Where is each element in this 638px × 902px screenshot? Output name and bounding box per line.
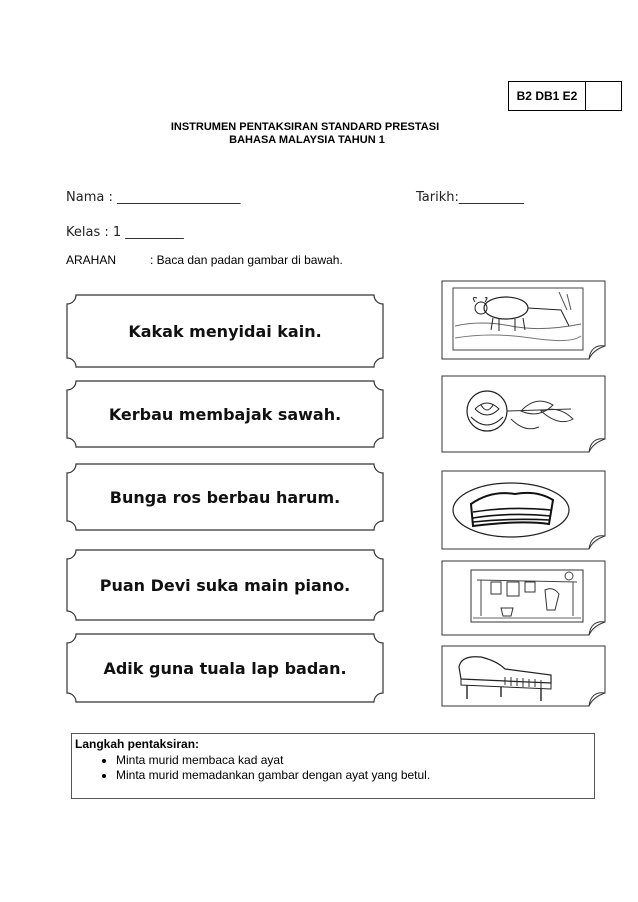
- assessment-list: [72, 753, 594, 783]
- sentence-text: Puan Devi suka main piano.: [99, 575, 351, 595]
- sentence-card[interactable]: [66, 633, 384, 703]
- assessment-step: • Minta murid membaca kad ayat: [116, 753, 594, 768]
- tarikh-field[interactable]: Tarikh:__________: [416, 190, 524, 205]
- piano-icon: [441, 645, 606, 707]
- sentence-text: Adik guna tuala lap badan.: [103, 658, 347, 678]
- arahan-label: ARAHAN: [66, 253, 117, 267]
- picture-card[interactable]: [441, 375, 606, 453]
- picture-card[interactable]: [441, 645, 606, 707]
- sentence-card[interactable]: [66, 380, 384, 448]
- sentence-text: Bunga ros berbau harum.: [109, 487, 341, 507]
- sentence-text: Kerbau membajak sawah.: [108, 404, 342, 424]
- clothesline-icon: [441, 560, 606, 636]
- code-blank-cell: [586, 82, 621, 110]
- rose-icon: [441, 375, 606, 453]
- buffalo-ploughing-icon: [441, 280, 606, 360]
- sentence-card[interactable]: [66, 463, 384, 531]
- nama-field[interactable]: Nama : ___________________: [66, 190, 241, 205]
- document-subtitle: BAHASA MALAYSIA TAHUN 1: [229, 134, 385, 146]
- picture-card[interactable]: [441, 280, 606, 360]
- assessment-code-box: [508, 81, 622, 111]
- sentence-card[interactable]: [66, 294, 384, 368]
- assessment-step: • Minta murid memadankan gambar dengan ayat yang betul.: [116, 768, 594, 783]
- assessment-heading: Langkah pentaksiran:: [75, 737, 200, 751]
- document-title: INSTRUMEN PENTAKSIRAN STANDARD PRESTASI: [170, 121, 440, 133]
- arahan-text: : Baca dan padan gambar di bawah.: [150, 253, 343, 267]
- folded-towel-icon: [441, 470, 606, 550]
- sentence-text: Kakak menyidai kain.: [128, 321, 322, 341]
- kelas-field[interactable]: Kelas : 1 _________: [66, 225, 184, 240]
- picture-card[interactable]: [441, 560, 606, 636]
- sentence-card[interactable]: [66, 549, 384, 621]
- assessment-steps-box: [71, 733, 595, 799]
- picture-card[interactable]: [441, 470, 606, 550]
- assessment-code: B2 DB1 E2: [509, 82, 586, 110]
